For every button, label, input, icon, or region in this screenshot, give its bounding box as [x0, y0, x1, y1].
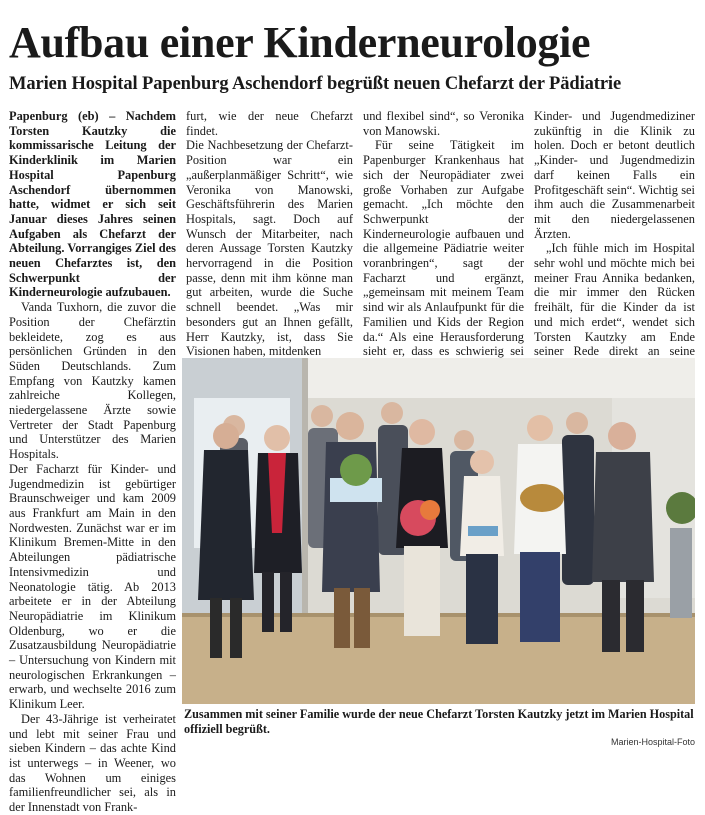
- paragraph: Die Nachbesetzung der Chefarzt-Position war ein „außerplanmäßiger Schritt“, wie Veronika von Manowski, Geschäftsführerin des Marien Hospitals, sagt. Doch auf Wunsch der Mitarbeiter, nach deren Aussage Torsten Kautzky hervorragend in die Position passe, denn mit ihm könne man gut arbeiten, wurde die Suche schnell beendet. „Was mir besonders gut an Ihnen gefällt, Herr Kautzky, ist, dass Sie Visionen haben, mitdenken: [186, 138, 353, 359]
- paragraph: Der Facharzt für Kinder- und Jugendmedizin ist gebürtiger Braunschweiger und kam 2009 aus Frankfurt am Main in den Nordwesten. Zunächst war er im Klinikum Bremen-Mitte in den Abteilungen pädiatrische Intensivmedizin und Neonatologie tätig. Ab 2013 arbeitete er in der Abteilung Neuropädiatrie im Klinikum Oldenburg, wo er die Zusatzausbildung Neuropädiatrie – Untersuchung von Kindern mit neurologischen Erkrankungen – erwarb, und wechselte 2016 zum Klinikum Leer.: [9, 461, 176, 712]
- photo-caption: Zusammen mit seiner Familie wurde der neue Chefarzt Torsten Kautzky jetzt im Marien Hospital offiziell begrüßt.: [184, 707, 694, 736]
- paragraph: Kinder- und Jugendmediziner zukünftig in die Klinik zu holen. Doch er betont deutlich „Kinder- und Jugendmedizin darf keinen Falls ein Profitgeschäft sein“. Wichtig sei ihm auch die Zusammenarbeit mit den niedergelassenen Ärzten.: [534, 109, 695, 241]
- column-3: [363, 109, 524, 374]
- paragraph: „Ich fühle mich im Hospital sehr wohl und möchte mich bei meiner Frau Annika bedanken, die mir immer den Rücken freihält, für die Kinder da ist und mich erdet“, wendet sich Torsten Kautzky am Ende seiner Rede direkt an seine: [534, 241, 695, 359]
- lead-paragraph: Papenburg (eb) – Nachdem Torsten Kautzky die kommissarische Leitung der Kinderklinik im Marien Hospital Papenburg Aschendorf übernommen hatte, widmet er sich seit Januar dieses Jahres seinen Aufgaben als Chefarzt der Abteilung. Vorrangiges Ziel des neuen Chefarztes ist, den Schwerpunkt der Kinderneurologie aufzubauen.: [9, 109, 176, 300]
- group-photo: [182, 358, 695, 704]
- photo-credit: Marien-Hospital-Foto: [610, 737, 695, 747]
- column-1: [9, 109, 176, 815]
- paragraph: Vanda Tuxhorn, die zuvor die Position der Chefärztin bekleidete, zog es aus persönlichen Gründen in den Süden Deutschlands. Zum Empfang von Kautzky kamen zahlreiche Kollegen, niedergelassene Ärzte sowie Vertreter der Stadt Papenburg und Unterstützer des Marien Hospitals.: [9, 300, 176, 462]
- column-4: [534, 109, 695, 374]
- paragraph: und flexibel sind“, so Veronika von Manowski.: [363, 109, 524, 138]
- column-2: [186, 109, 353, 359]
- subheadline: Marien Hospital Papenburg Aschendorf begrüßt neuen Chefarzt der Pädiatrie: [9, 74, 622, 94]
- paragraph: Für seine Tätigkeit im Papenburger Krankenhaus hat sich der Neuropädiater zwei große Vorhaben zur Aufgabe gemacht. „Ich möchte den Schwerpunkt der Kinderneurologie aufbauen und die allgemeine Pädiatrie weiter voranbringen“, sagt der Facharzt und ergänzt, „gemeinsam mit meinem Team sind wir als Anlaufpunkt für die Familien und Kids der Region da.“ Als eine Herausforderung sieht er, dass es schwierig sei: [363, 138, 524, 359]
- paragraph: Der 43-Jährige ist verheiratet und lebt mit seiner Frau und sieben Kindern – das achte Kind ist unterwegs – in Weener, wo das Wohnen um einiges familienfreundlicher sei, als in der Innenstadt von Frank-: [9, 711, 176, 815]
- headline: Aufbau einer Kinderneurologie: [9, 18, 591, 67]
- paragraph: furt, wie der neue Chefarzt findet.: [186, 109, 353, 138]
